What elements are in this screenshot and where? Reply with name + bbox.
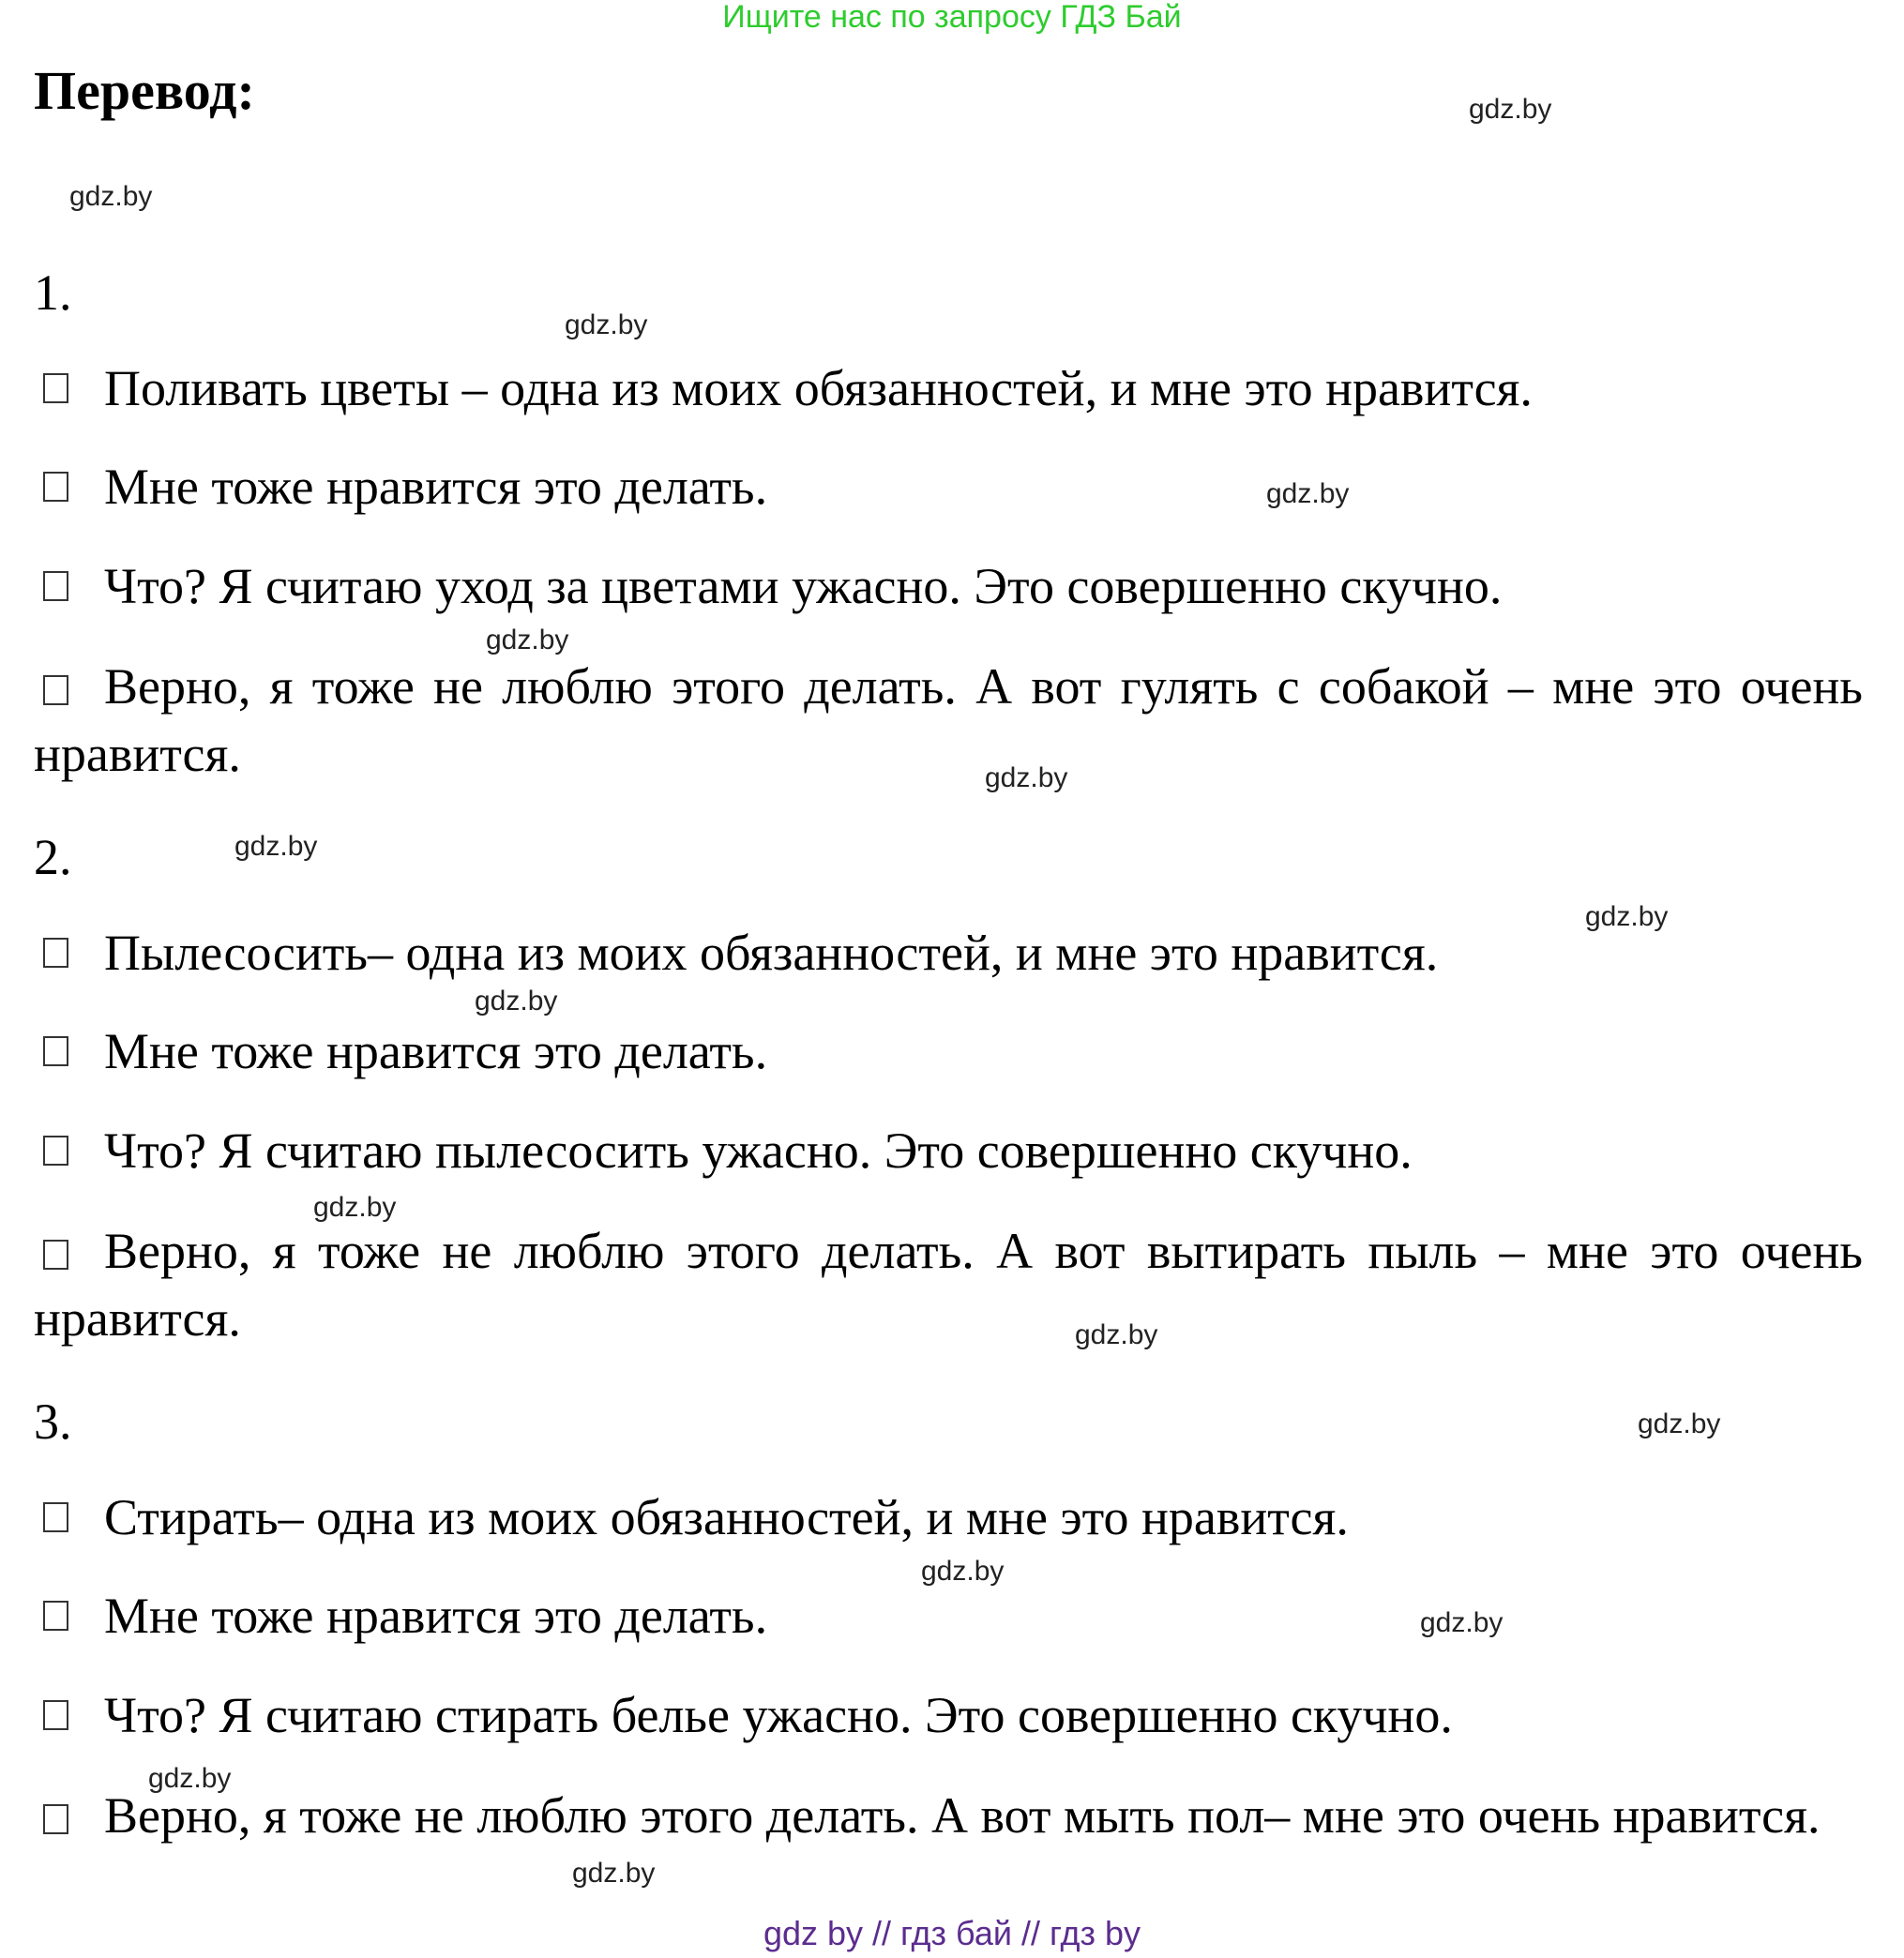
watermark: gdz.by [1075,1319,1158,1350]
section-2-number: 2. [34,829,72,885]
line-text: Мне тоже нравится это делать. [104,1588,768,1644]
checkbox-icon [43,1700,68,1730]
watermark: gdz.by [234,831,318,862]
line-text: Мне тоже нравится это делать. [104,459,768,515]
line-text: Что? Я считаю пылесосить ужасно. Это совершенно скучно. [104,1122,1413,1179]
watermark: gdz.by [313,1192,397,1223]
section-3-line-4 [34,1782,1863,1849]
watermark: gdz.by [985,762,1068,793]
watermark: gdz.by [1420,1607,1504,1638]
checkbox-icon [43,675,68,705]
section-2-line-3 [34,1120,1863,1182]
line-text: Верно, я тоже не люблю этого делать. А вот гулять с собакой – мне это очень нравится. [34,658,1863,782]
section-1-number: 1. [34,264,72,321]
top-banner: Ищите нас по запросу ГДЗ Бай [722,0,1182,35]
checkbox-icon [43,1036,68,1066]
section-3-line-2 [34,1585,1863,1647]
section-2-line-4 [34,1217,1863,1352]
watermark: gdz.by [475,986,558,1017]
watermark: gdz.by [486,625,569,655]
section-3-number: 3. [34,1393,72,1450]
watermark: gdz.by [565,309,648,340]
watermark: gdz.by [1266,478,1350,509]
checkbox-icon [43,1804,68,1834]
line-text: Что? Я считаю уход за цветами ужасно. Это совершенно скучно. [104,558,1503,614]
line-text: Пылесосить– одна из моих обязанностей, и мне это нравится. [104,925,1439,981]
watermark: gdz.by [1585,901,1669,932]
section-1-line-1 [34,357,1863,419]
checkbox-icon [43,373,68,403]
line-text: Мне тоже нравится это делать. [104,1023,768,1079]
checkbox-icon [43,1240,68,1270]
watermark: gdz.by [1638,1408,1721,1439]
section-1-line-3 [34,555,1863,617]
watermark: gdz.by [1469,94,1552,125]
watermark: gdz.by [572,1858,656,1889]
footer-links: gdz by // гдз бай // гдз by [763,1914,1141,1952]
checkbox-icon [43,1601,68,1631]
checkbox-icon [43,571,68,601]
watermark: gdz.by [148,1763,232,1794]
line-text: Верно, я тоже не люблю этого делать. А вот мыть пол– мне это очень нравится. [104,1787,1821,1844]
section-2-line-2 [34,1020,1863,1082]
checkbox-icon [43,1502,68,1532]
line-text: Верно, я тоже не люблю этого делать. А вот вытирать пыль – мне это очень нравится. [34,1223,1863,1347]
line-text: Поливать цветы – одна из моих обязанностей, и мне это нравится. [104,360,1533,416]
checkbox-icon [43,1136,68,1166]
watermark: gdz.by [69,181,153,212]
section-3-line-3 [34,1684,1863,1746]
line-text: Что? Я считаю стирать белье ужасно. Это совершенно скучно. [104,1687,1453,1743]
section-1-line-2 [34,456,1863,518]
checkbox-icon [43,938,68,968]
line-text: Стирать– одна из моих обязанностей, и мне это нравится. [104,1489,1349,1545]
page-heading: Перевод: [34,60,255,121]
section-1-line-4 [34,653,1863,788]
checkbox-icon [43,472,68,502]
section-3-line-1 [34,1486,1863,1548]
watermark: gdz.by [921,1556,1005,1587]
